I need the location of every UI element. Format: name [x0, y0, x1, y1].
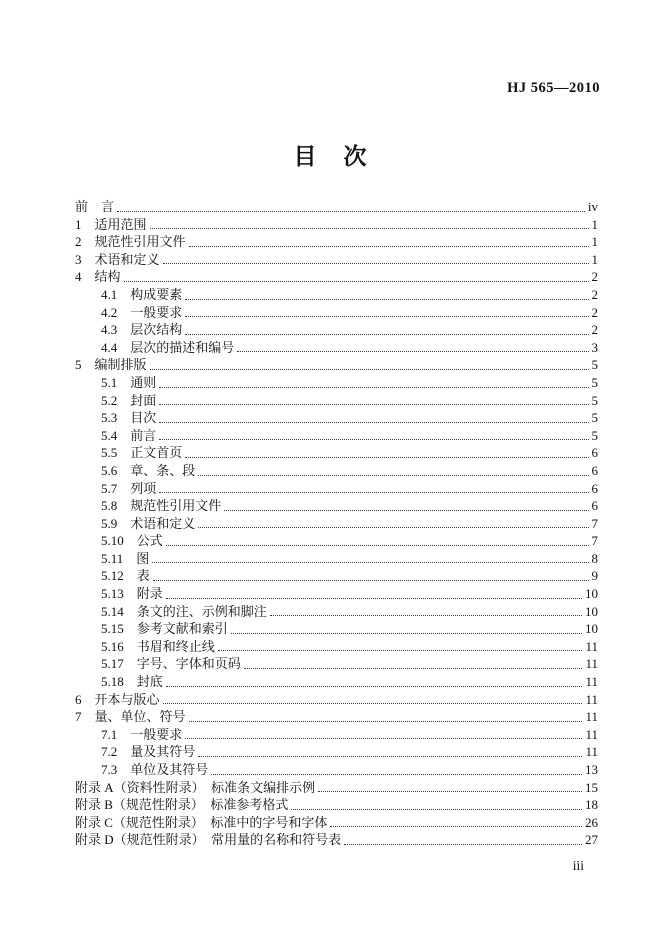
toc-entry: [75, 444, 598, 462]
toc-entry-page: 6: [591, 445, 598, 461]
toc-entry: [75, 620, 598, 638]
toc-entry-label: 5.12 表: [101, 568, 150, 584]
dot-leader: [124, 281, 589, 282]
toc-entry: [75, 427, 598, 445]
toc-entry: [75, 339, 598, 357]
dot-leader: [159, 492, 588, 493]
dot-leader: [198, 475, 588, 476]
dot-leader: [163, 263, 589, 264]
toc-entry: [75, 532, 598, 550]
toc-entry-label: 5.1 通则: [101, 374, 157, 390]
toc-entry-label: 5.8 规范性引用文件: [101, 498, 222, 514]
toc-entry-page: 2: [591, 286, 598, 302]
toc-entry-page: 10: [585, 621, 598, 637]
toc-entry-page: 5: [591, 427, 598, 443]
toc-entry-page: 1: [591, 216, 598, 232]
toc-entry: [75, 409, 598, 427]
toc-entry: [75, 779, 598, 797]
toc-entry-page: 11: [585, 691, 598, 707]
toc-entry: [75, 673, 598, 691]
dot-leader: [318, 791, 582, 792]
toc-entry-label: 5.7 列项: [101, 480, 157, 496]
toc-entry-page: 18: [585, 797, 598, 813]
toc-entry: [75, 304, 598, 322]
toc-entry-label: 5.11 图: [101, 550, 150, 566]
dot-leader: [185, 316, 588, 317]
toc-entry: [75, 374, 598, 392]
dot-leader: [185, 334, 588, 335]
toc-entry-label: 1 适用范围: [75, 216, 147, 232]
dot-leader: [153, 580, 589, 581]
toc-entry-label: 4.4 层次的描述和编号: [101, 339, 235, 355]
toc-entry-page: 7: [591, 533, 598, 549]
footer-page-number: iii: [572, 858, 584, 873]
dot-leader: [211, 774, 582, 775]
toc-entry-label: 附录 B（规范性附录） 标准参考格式: [75, 797, 289, 813]
toc-entry-page: 5: [591, 357, 598, 373]
dot-leader: [244, 668, 583, 669]
toc-entry-page: 11: [585, 744, 598, 760]
toc-entry-page: 1: [591, 251, 598, 267]
toc-entry-label: 5.3 目次: [101, 410, 157, 426]
toc-entry: [75, 268, 598, 286]
toc-entry: [75, 708, 598, 726]
toc-entry-label: 4.2 一般要求: [101, 304, 183, 320]
dot-leader: [270, 615, 582, 616]
toc-entry-label: 5.2 封面: [101, 392, 157, 408]
toc-entry-label: 4.3 层次结构: [101, 322, 183, 338]
dot-leader: [185, 299, 588, 300]
toc-entry: [75, 321, 598, 339]
toc-entry: [75, 761, 598, 779]
toc-entry-label: 附录 C（规范性附录） 标准中的字号和字体: [75, 814, 328, 830]
dot-leader: [330, 826, 582, 827]
toc-entry: [75, 585, 598, 603]
dot-leader: [189, 246, 589, 247]
toc-entry: [75, 743, 598, 761]
toc-entry-label: 7.1 一般要求: [101, 726, 183, 742]
dot-leader: [218, 650, 583, 651]
toc-entry-page: 8: [591, 550, 598, 566]
toc-entry-label: 7.2 量及其符号: [101, 744, 196, 760]
toc-entry: [75, 251, 598, 269]
toc-entry-page: 27: [585, 832, 598, 848]
dot-leader: [166, 545, 589, 546]
toc-entry: [75, 567, 598, 585]
toc-entry-label: 5.5 正文首页: [101, 445, 183, 461]
toc-entry-page: 7: [591, 515, 598, 531]
toc-entry-label: 5.14 条文的注、示例和脚注: [101, 603, 267, 619]
toc-entry-page: 11: [585, 674, 598, 690]
dot-leader: [117, 211, 585, 212]
toc-entry-page: 5: [591, 374, 598, 390]
dot-leader: [159, 387, 588, 388]
toc-entry: [75, 691, 598, 709]
toc-entry: [75, 655, 598, 673]
dot-leader: [231, 633, 582, 634]
toc-entry: [75, 831, 598, 849]
toc-entry-page: 2: [591, 269, 598, 285]
dot-leader: [152, 562, 588, 563]
toc-entry-label: 7 量、单位、符号: [75, 709, 186, 725]
toc-entry-label: 2 规范性引用文件: [75, 234, 186, 250]
toc-entry: [75, 462, 598, 480]
dot-leader: [166, 686, 583, 687]
toc-list: [75, 198, 598, 849]
toc-entry-page: 2: [591, 322, 598, 338]
toc-entry-page: iv: [587, 199, 598, 214]
toc-entry: [75, 638, 598, 656]
toc-entry-page: 6: [591, 480, 598, 496]
dot-leader: [159, 422, 588, 423]
toc-entry: [75, 814, 598, 832]
toc-entry-page: 11: [585, 709, 598, 725]
dot-leader: [185, 457, 588, 458]
toc-entry-page: 15: [585, 779, 598, 795]
dot-leader: [237, 351, 588, 352]
toc-entry-page: 5: [591, 410, 598, 426]
toc-entry-label: 5.13 附录: [101, 586, 163, 602]
toc-entry-label: 7.3 单位及其符号: [101, 762, 209, 777]
toc-entry-label: 5.16 书眉和终止线: [101, 638, 215, 654]
toc-entry-label: 5 编制排版: [75, 357, 147, 373]
toc-entry-page: 13: [585, 762, 598, 777]
toc-entry-label: 5.17 字号、字体和页码: [101, 656, 241, 672]
dot-leader: [291, 809, 582, 810]
toc-entry-label: 3 术语和定义: [75, 251, 160, 267]
toc-entry-label: 5.10 公式: [101, 533, 163, 549]
toc-entry-page: 6: [591, 498, 598, 514]
dot-leader: [198, 527, 588, 528]
dot-leader: [150, 369, 589, 370]
toc-entry: [75, 198, 598, 216]
toc-entry: [75, 286, 598, 304]
toc-entry-page: 9: [591, 568, 598, 584]
dot-leader: [159, 404, 588, 405]
page-title: 目 次: [293, 144, 369, 169]
dot-leader: [159, 439, 588, 440]
toc-entry: [75, 726, 598, 744]
toc-entry-label: 5.4 前言: [101, 427, 157, 443]
toc-entry: [75, 233, 598, 251]
toc-entry-label: 5.15 参考文献和索引: [101, 621, 228, 637]
dot-leader: [185, 738, 582, 739]
toc-entry: [75, 392, 598, 410]
dot-leader: [150, 228, 589, 229]
toc-entry: [75, 216, 598, 234]
dot-leader: [344, 844, 582, 845]
toc-entry-label: 6 开本与版心: [75, 691, 160, 707]
toc-entry-page: 10: [585, 603, 598, 619]
toc-entry-page: 1: [591, 234, 598, 250]
dot-leader: [166, 598, 582, 599]
toc-entry-label: 5.6 章、条、段: [101, 462, 196, 478]
toc-entry: [75, 480, 598, 498]
toc-entry-label: 4.1 构成要素: [101, 286, 183, 302]
toc-entry-page: 11: [585, 726, 598, 742]
dot-leader: [224, 510, 588, 511]
toc-entry-label: 前 言: [75, 199, 115, 214]
toc-entry-label: 附录 A（资料性附录） 标准条文编排示例: [75, 779, 316, 795]
toc-entry: [75, 603, 598, 621]
toc-entry-page: 3: [591, 339, 598, 355]
toc-entry-label: 5.18 封底: [101, 674, 163, 690]
toc-entry-label: 5.9 术语和定义: [101, 515, 196, 531]
header-doc-number: HJ 565—2010: [507, 80, 600, 96]
toc-entry: [75, 497, 598, 515]
toc-entry: [75, 796, 598, 814]
toc-entry: [75, 550, 598, 568]
toc-entry-label: 附录 D（规范性附录） 常用量的名称和符号表: [75, 832, 342, 848]
toc-entry: [75, 356, 598, 374]
dot-leader: [198, 756, 582, 757]
toc-entry-page: 26: [585, 814, 598, 830]
dot-leader: [189, 721, 583, 722]
toc-entry: [75, 515, 598, 533]
toc-entry-page: 11: [585, 656, 598, 672]
toc-entry-page: 10: [585, 586, 598, 602]
dot-leader: [163, 703, 583, 704]
toc-entry-page: 11: [585, 638, 598, 654]
toc-entry-page: 2: [591, 304, 598, 320]
toc-entry-label: 4 结构: [75, 269, 121, 285]
toc-entry-page: 6: [591, 462, 598, 478]
toc-entry-page: 5: [591, 392, 598, 408]
